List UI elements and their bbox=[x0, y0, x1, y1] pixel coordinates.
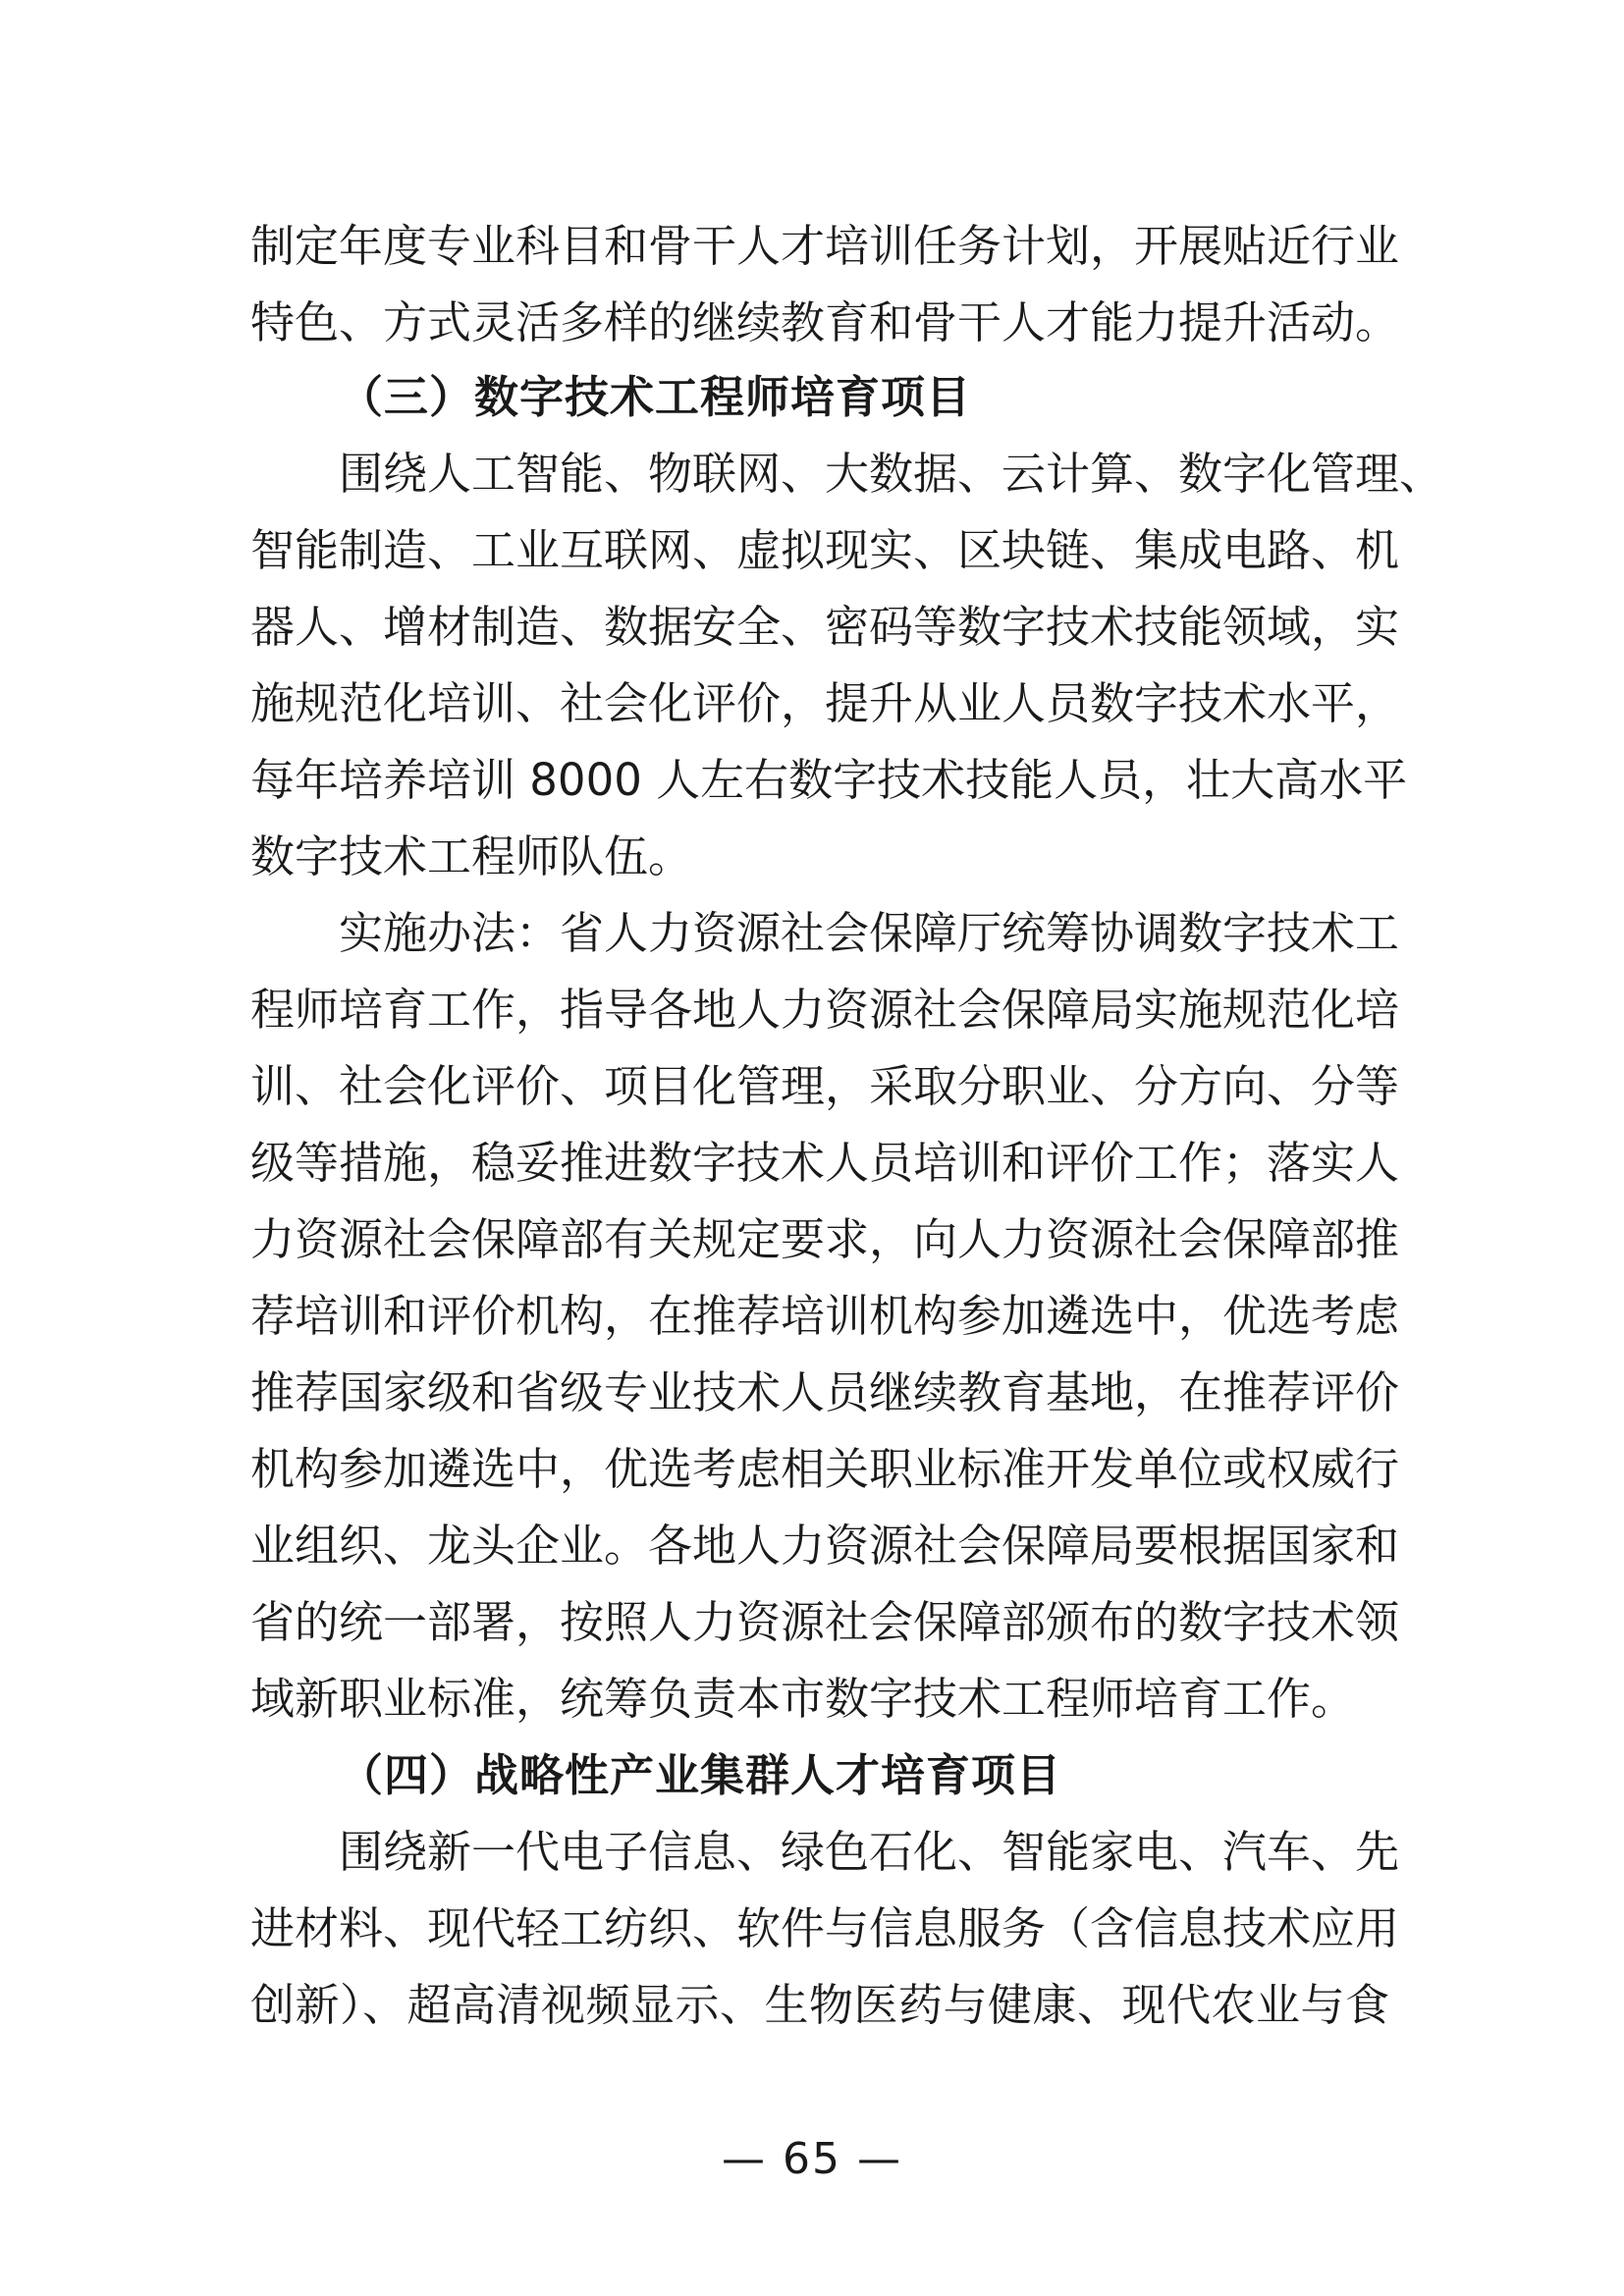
page-number: — 65 — bbox=[722, 2134, 902, 2184]
paragraph-line: 围绕新一代电子信息、绿色石化、智能家电、汽车、先 bbox=[339, 1826, 1400, 1878]
paragraph-line: 训、社会化评价、项目化管理，采取分职业、分方向、分等 bbox=[250, 1060, 1400, 1112]
paragraph-line: 制定年度专业科目和骨干人才培训任务计划，开展贴近行业 bbox=[250, 220, 1400, 272]
paragraph-line: 围绕人工智能、物联网、大数据、云计算、数字化管理、 bbox=[339, 448, 1444, 500]
paragraph-line: 器人、增材制造、数据安全、密码等数字技术技能领域，实 bbox=[250, 601, 1400, 653]
paragraph-line: 创新）、超高清视频显示、生物医药与健康、现代农业与食 bbox=[250, 1979, 1389, 2031]
paragraph-line: 机构参加遴选中，优选考虑相关职业标准开发单位或权威行 bbox=[250, 1443, 1400, 1495]
paragraph-line: 级等措施，稳妥推进数字技术人员培训和评价工作；落实人 bbox=[250, 1137, 1400, 1189]
paragraph-line: 智能制造、工业互联网、虚拟现实、区块链、集成电路、机 bbox=[250, 524, 1400, 576]
section-heading-3: （三）数字技术工程师培育项目 bbox=[339, 371, 972, 423]
paragraph-line: 推荐国家级和省级专业技术人员继续教育基地，在推荐评价 bbox=[250, 1366, 1400, 1418]
paragraph-line: 荐培训和评价机构，在推荐培训机构参加遴选中，优选考虑 bbox=[250, 1290, 1400, 1342]
paragraph-line: 业组织、龙头企业。各地人力资源社会保障局要根据国家和 bbox=[250, 1520, 1400, 1572]
paragraph-line: 每年培养培训 8000 人左右数字技术技能人员，壮大高水平 bbox=[250, 754, 1408, 806]
section-heading-4: （四）战略性产业集群人才培育项目 bbox=[339, 1749, 1062, 1801]
paragraph-line: 施规范化培训、社会化评价，提升从业人员数字技术水平， bbox=[250, 677, 1400, 729]
paragraph-line: 进材料、现代轻工纺织、软件与信息服务（含信息技术应用 bbox=[250, 1902, 1400, 1954]
paragraph-line: 特色、方式灵活多样的继续教育和骨干人才能力提升活动。 bbox=[250, 296, 1400, 348]
paragraph-line: 力资源社会保障部有关规定要求，向人力资源社会保障部推 bbox=[250, 1213, 1400, 1265]
paragraph-line: 数字技术工程师队伍。 bbox=[250, 830, 693, 882]
paragraph-line: 域新职业标准，统筹负责本市数字技术工程师培育工作。 bbox=[250, 1673, 1356, 1725]
paragraph-line: 程师培育工作，指导各地人力资源社会保障局实施规范化培 bbox=[250, 984, 1400, 1036]
paragraph-line: 省的统一部署，按照人力资源社会保障部颁布的数字技术领 bbox=[250, 1596, 1400, 1648]
paragraph-line: 实施办法：省人力资源社会保障厅统筹协调数字技术工 bbox=[339, 907, 1400, 959]
